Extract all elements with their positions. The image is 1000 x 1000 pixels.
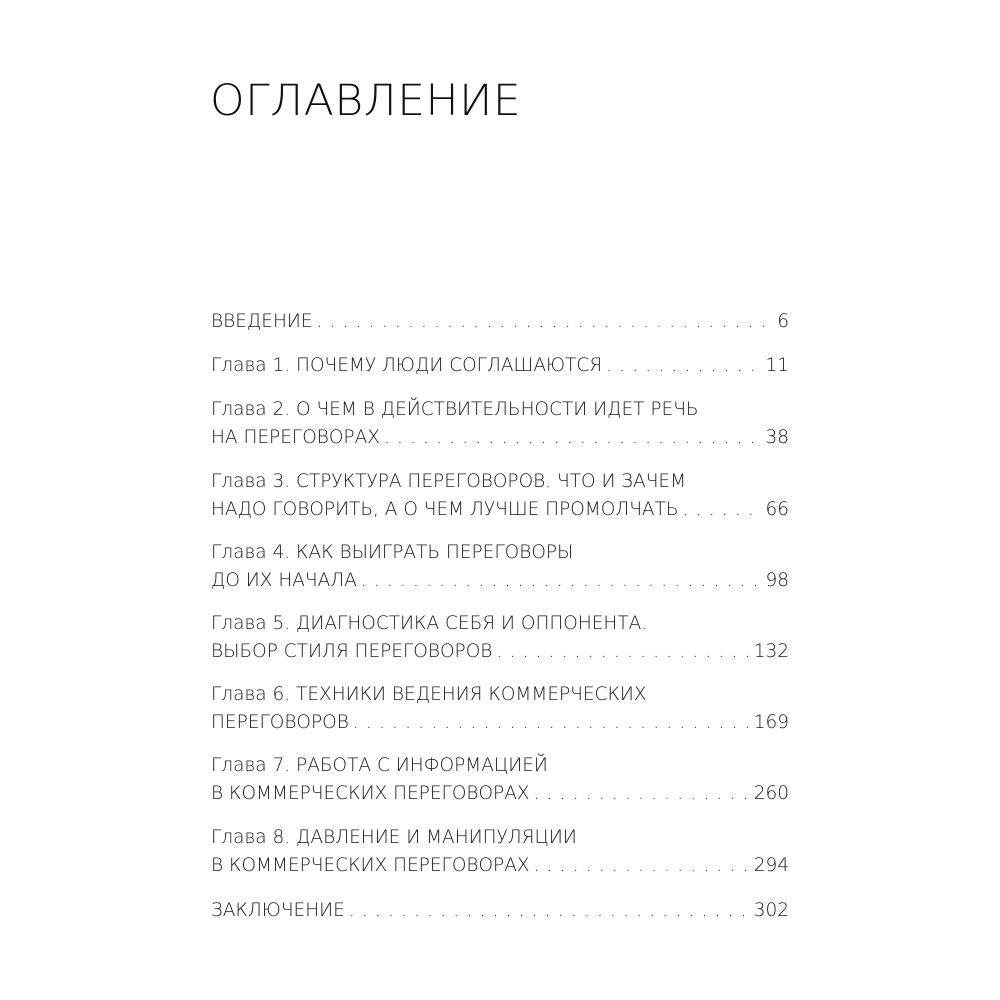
- toc-entry-line: [211, 308, 789, 336]
- toc-entry-line: [211, 424, 789, 452]
- toc-entry-line: [211, 709, 789, 737]
- toc-page-number: 66: [765, 499, 789, 520]
- toc-entry-line: [211, 396, 789, 424]
- dot-leader: [534, 852, 750, 880]
- dot-leader: [534, 780, 750, 808]
- toc-entry-line: [211, 539, 789, 567]
- toc-entry-title-cont: НА ПЕРЕГОВОРАХ: [211, 427, 380, 448]
- toc-entry-line: [211, 752, 789, 780]
- toc-page-number: 169: [753, 712, 789, 733]
- toc-entry-chapter-5[interactable]: [211, 610, 789, 666]
- dot-leader: [384, 424, 762, 452]
- toc-page-number: 6: [777, 311, 789, 332]
- toc-entry-title: Глава 2. О ЧЕМ В ДЕЙСТВИТЕЛЬНОСТИ ИДЕТ РЕЧЬ: [211, 399, 699, 420]
- toc-entry-line: [211, 780, 789, 808]
- toc-entry-title-cont: ДО ИХ НАЧАЛА: [211, 570, 357, 591]
- toc-entry-title-cont: В КОММЕРЧЕСКИХ ПЕРЕГОВОРАХ: [211, 783, 530, 804]
- dot-leader: [317, 308, 774, 336]
- page-title: ОГЛАВЛЕНИЕ: [210, 76, 522, 126]
- toc-entry-line: [211, 352, 789, 380]
- toc-entry-title-cont: ВЫБОР СТИЛЯ ПЕРЕГОВОРОВ: [211, 641, 493, 662]
- toc-entry-line: [211, 468, 789, 496]
- toc-page-number: 11: [765, 355, 789, 376]
- toc-entry-chapter-4[interactable]: [211, 539, 789, 595]
- toc-entry-chapter-8[interactable]: [211, 824, 789, 880]
- toc-entry-title: Глава 5. ДИАГНОСТИКА СЕБЯ И ОППОНЕНТА.: [211, 613, 648, 634]
- toc-entry-line: [211, 681, 789, 709]
- toc-entry-title-cont: ПЕРЕГОВОРОВ: [211, 712, 349, 733]
- toc-entry-line: [211, 567, 789, 595]
- toc-entry-line: [211, 610, 789, 638]
- toc-entry-chapter-7[interactable]: [211, 752, 789, 808]
- toc-entry-title: ЗАКЛЮЧЕНИЕ: [211, 900, 345, 921]
- toc-page-number: 98: [765, 570, 789, 591]
- toc-entry-title: Глава 8. ДАВЛЕНИЕ И МАНИПУЛЯЦИИ: [211, 827, 577, 848]
- toc-entry-title: Глава 1. ПОЧЕМУ ЛЮДИ СОГЛАШАЮТСЯ: [211, 355, 603, 376]
- dot-leader: [353, 709, 750, 737]
- toc-entry-title: ВВЕДЕНИЕ: [211, 311, 313, 332]
- toc-entry-conclusion[interactable]: [211, 897, 789, 925]
- toc-entry-line: [211, 852, 789, 880]
- toc-page-number: 132: [753, 641, 789, 662]
- toc-entry-introduction[interactable]: [211, 308, 789, 336]
- toc-entry-title: Глава 7. РАБОТА С ИНФОРМАЦИЕЙ: [211, 755, 548, 776]
- dot-leader: [349, 897, 750, 925]
- toc-entry-title-cont: В КОММЕРЧЕСКИХ ПЕРЕГОВОРАХ: [211, 855, 530, 876]
- toc-page-number: 294: [753, 855, 789, 876]
- toc-page-number: 38: [765, 427, 789, 448]
- dot-leader: [683, 496, 762, 524]
- toc-entry-line: [211, 638, 789, 666]
- toc-entry-title: Глава 6. ТЕХНИКИ ВЕДЕНИЯ КОММЕРЧЕСКИХ: [211, 684, 647, 705]
- toc-entry-line: [211, 496, 789, 524]
- toc-entry-title: Глава 4. КАК ВЫИГРАТЬ ПЕРЕГОВОРЫ: [211, 542, 574, 563]
- toc-entry-line: [211, 824, 789, 852]
- toc-page-number: 260: [753, 783, 789, 804]
- toc-entry-title: Глава 3. СТРУКТУРА ПЕРЕГОВОРОВ. ЧТО И ЗАЧЕМ: [211, 471, 687, 492]
- toc-entry-chapter-3[interactable]: [211, 468, 789, 524]
- toc-entry-line: [211, 897, 789, 925]
- toc-page-number: 302: [753, 900, 789, 921]
- toc-entry-chapter-6[interactable]: [211, 681, 789, 737]
- dot-leader: [361, 567, 762, 595]
- toc-entry-chapter-2[interactable]: [211, 396, 789, 452]
- dot-leader: [496, 638, 749, 666]
- toc-entry-chapter-1[interactable]: [211, 352, 789, 380]
- toc-entry-title-cont: НАДО ГОВОРИТЬ, А О ЧЕМ ЛУЧШЕ ПРОМОЛЧАТЬ: [211, 499, 679, 520]
- dot-leader: [606, 352, 761, 380]
